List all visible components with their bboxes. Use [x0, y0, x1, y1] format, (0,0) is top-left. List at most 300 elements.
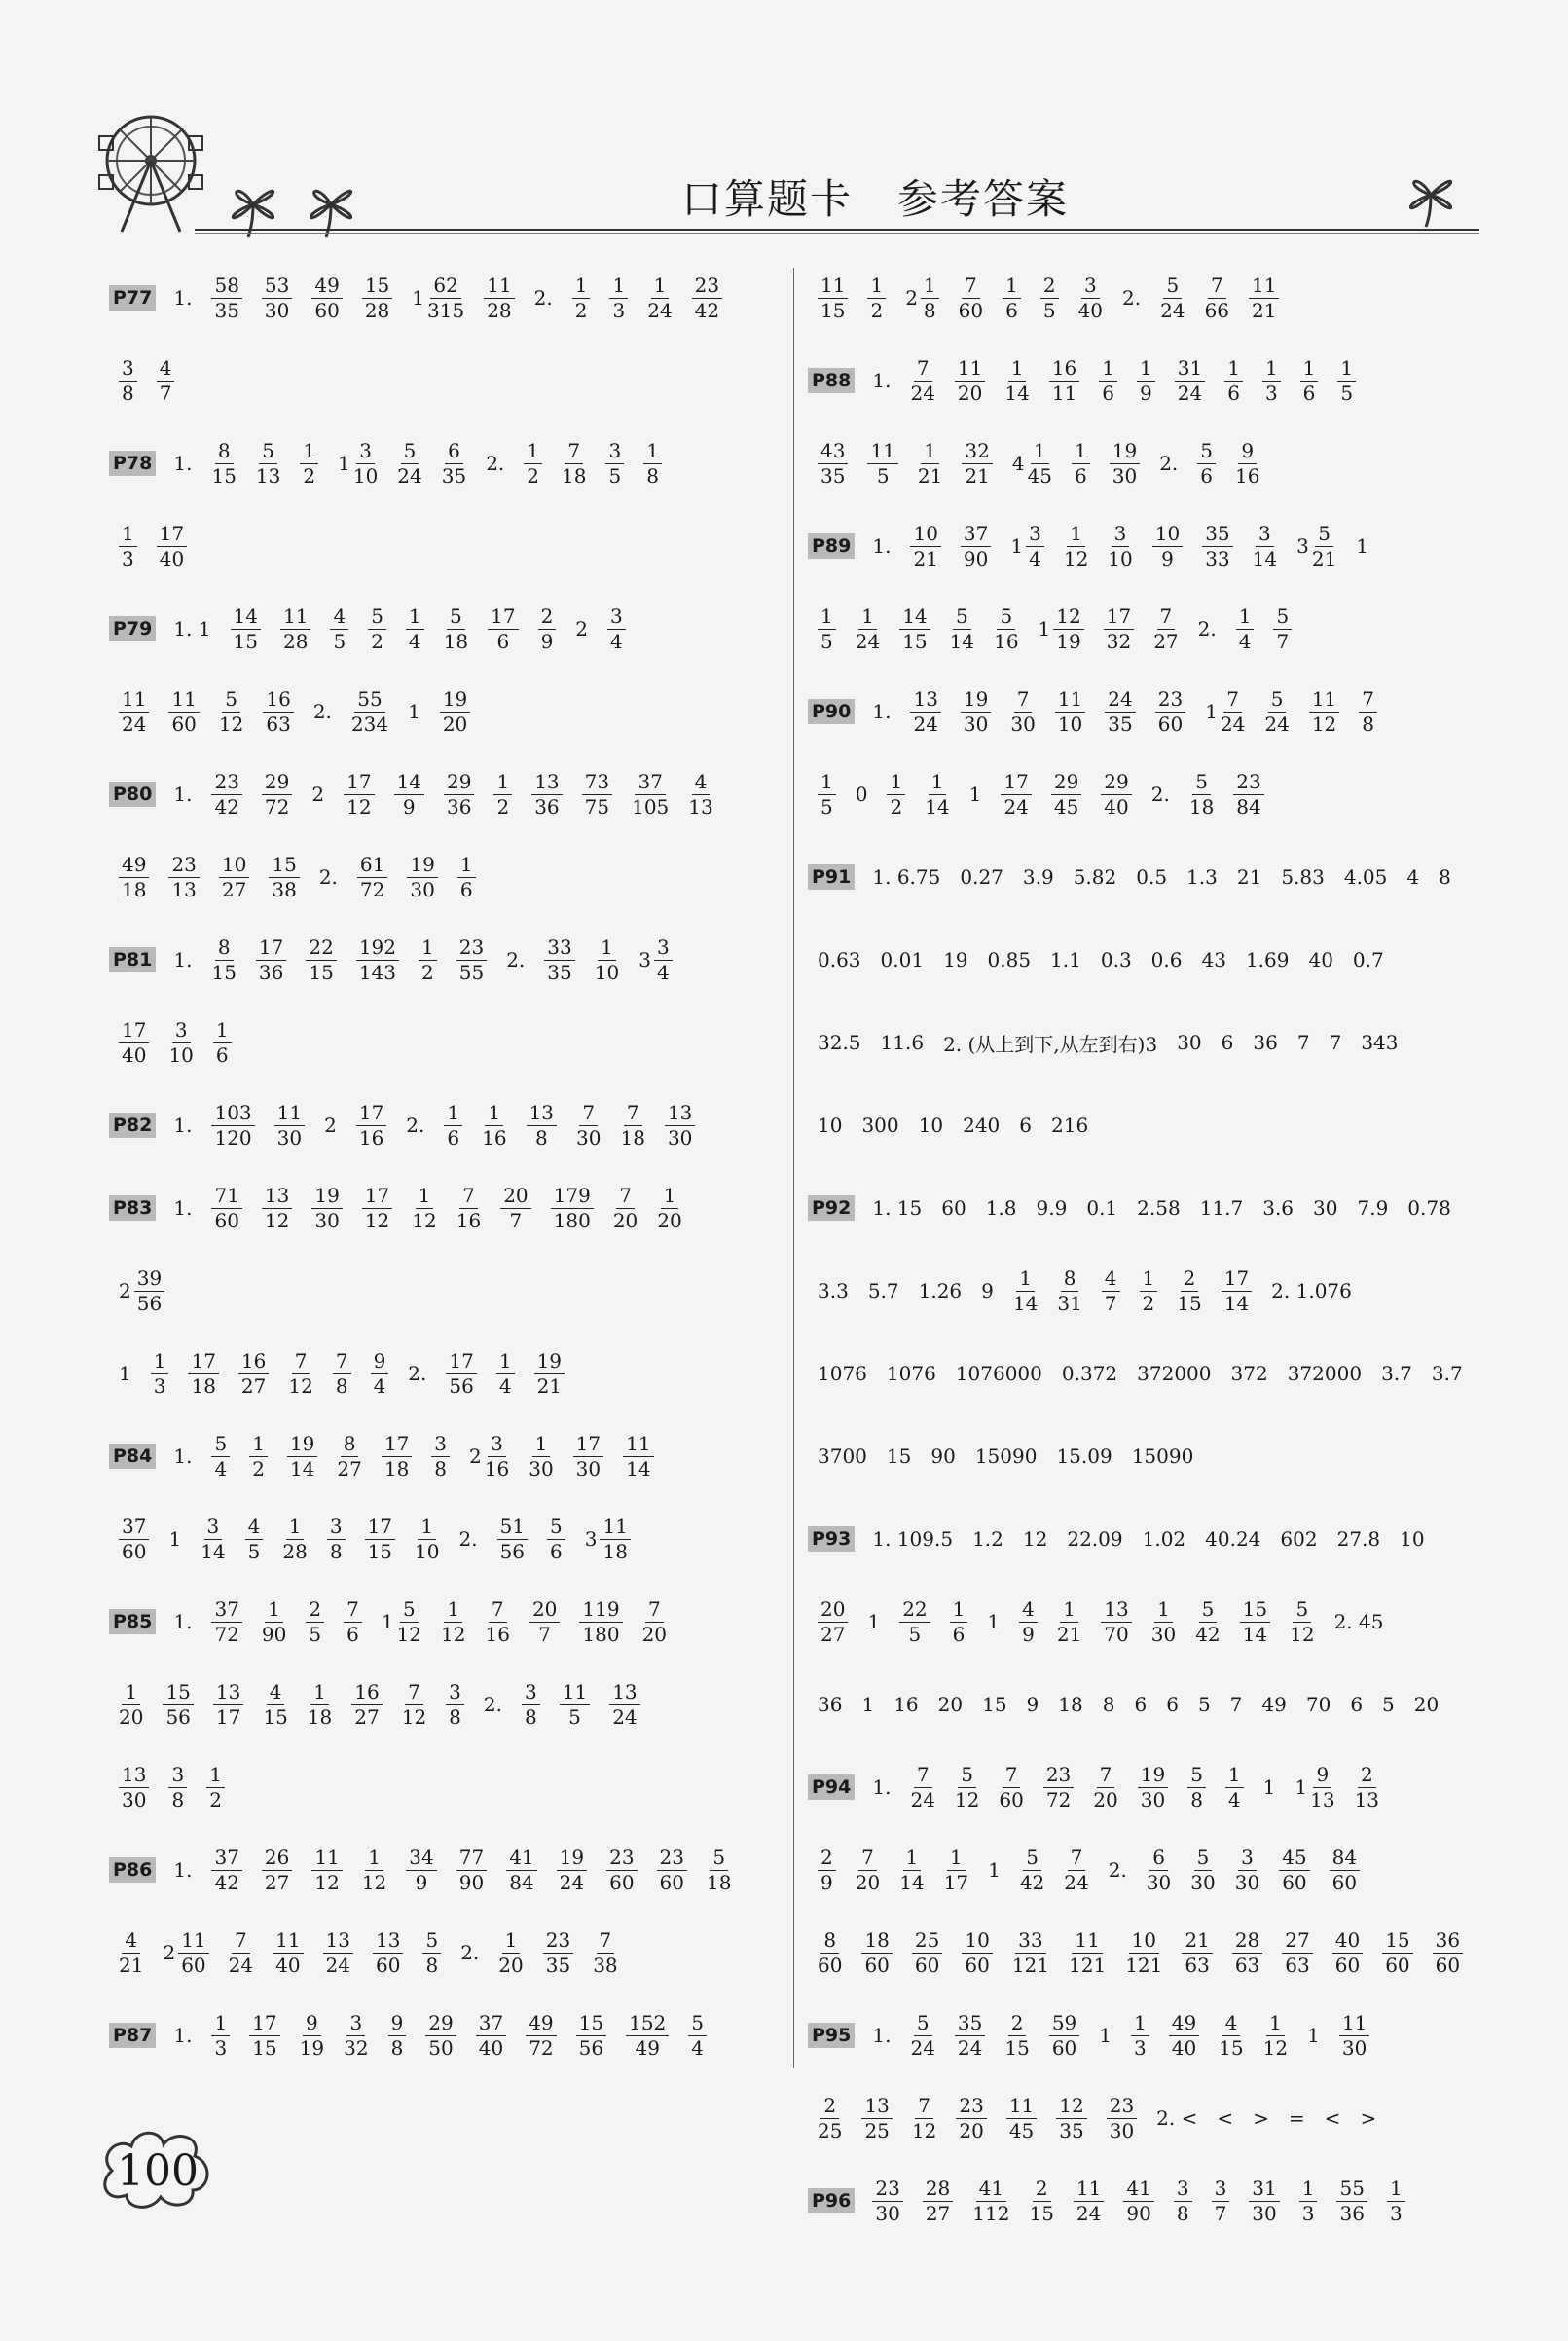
answer-value: 49 [1261, 1693, 1287, 1716]
answer-value: 4 [1406, 865, 1420, 889]
answer-value: 43 [1201, 948, 1226, 971]
answer-fraction: $\frac{5}{30}$ [1190, 1845, 1216, 1894]
answer-row [808, 1261, 1479, 1321]
answer-fraction: $\frac{1}{2}$ [206, 1765, 225, 1811]
answer-fraction: $\frac{3}{40}$ [1077, 273, 1104, 322]
title-text: 口算题卡 [681, 175, 854, 223]
answer-fraction: $\frac{11}{24}$ [1074, 2178, 1104, 2224]
answer-fraction: $\frac{4}{21}$ [119, 1927, 144, 1977]
answer-fraction: $\frac{7}{30}$ [1010, 686, 1036, 736]
answer-fraction: $\frac{1}{6}$ [1224, 358, 1243, 404]
answer-fraction: $\frac{7}{12}$ [288, 1348, 313, 1398]
answer-value: > [1253, 2106, 1269, 2130]
answer-fraction: $\frac{5}{24}$ [397, 438, 422, 488]
answer-fraction: $\frac{11}{5}$ [560, 1682, 590, 1728]
subtitle-text: 参考答案 [897, 175, 1070, 223]
answer-value: 2. 1.076 [1271, 1279, 1352, 1302]
answer-value: 1. 109.5 [872, 1527, 954, 1551]
answer-fraction: $\frac{3}{8}$ [327, 1517, 346, 1562]
answer-fraction: $\frac{5}{14}$ [949, 604, 975, 653]
answer-fraction: $\frac{4}{7}$ [1102, 1268, 1120, 1314]
answer-fraction: $\frac{3}{14}$ [1252, 521, 1278, 570]
page-label: P84 [109, 1444, 156, 1469]
answer-row [109, 516, 790, 576]
answer-fraction: $\frac{5}{12}$ [954, 1762, 980, 1811]
answer-fraction: $\frac{25}{60}$ [912, 1930, 942, 1976]
answer-fraction: $\frac{13}{70}$ [1101, 1599, 1131, 1645]
answer-fraction: $\frac{28}{27}$ [923, 2178, 953, 2224]
answer-fraction: $\frac{7}{20}$ [1093, 1762, 1118, 1811]
answer-fraction: $\frac{1}{3}$ [1262, 358, 1281, 404]
answer-value: 1. [872, 534, 892, 558]
answer-value: 5.83 [1281, 865, 1325, 889]
answer-value: 0.27 [960, 865, 1003, 889]
answer-fraction: $\frac{17}{36}$ [256, 937, 286, 983]
answer-fraction: $\frac{15}{60}$ [1382, 1930, 1412, 1976]
answer-fraction: $\frac{1}{24}$ [855, 604, 881, 653]
answer-fraction: $\frac{13}{24}$ [609, 1682, 639, 1728]
answer-fraction: $\frac{1}{16}$ [482, 1100, 507, 1150]
answer-fraction: $\frac{37}{42}$ [211, 1847, 241, 1893]
answer-fraction: $\frac{1}{14}$ [1012, 1265, 1039, 1315]
answer-value: 1.8 [985, 1196, 1017, 1220]
answer-fraction: $\frac{11}{60}$ [168, 689, 199, 735]
answer-fraction: $\frac{23}{84}$ [1233, 772, 1263, 818]
answer-fraction: $\frac{11}{121}$ [1069, 1927, 1107, 1977]
answer-row [808, 2171, 1479, 2231]
answer-fraction: $\frac{1}{4}$ [406, 606, 424, 652]
answer-value: 7 [1329, 1031, 1342, 1054]
answer-fraction: $\frac{7}{24}$ [1064, 1845, 1089, 1894]
answer-fraction: $\frac{7}{18}$ [620, 1100, 645, 1150]
answer-fraction: $\frac{7}{60}$ [999, 1762, 1024, 1811]
answer-fraction: $\frac{23}{42}$ [211, 772, 241, 818]
answer-value: 2 [575, 617, 589, 640]
answer-value: 9.9 [1036, 1196, 1068, 1220]
right-column [808, 268, 1479, 2253]
answer-fraction: $\frac{9}{8}$ [388, 2013, 407, 2059]
answer-fraction: $\frac{37}{60}$ [119, 1517, 149, 1562]
answer-row [808, 1509, 1479, 1569]
answer-fraction: $\frac{1}{20}$ [657, 1183, 682, 1232]
answer-row [808, 1178, 1479, 1238]
answer-row [109, 1591, 790, 1652]
answer-value: 6 [1221, 1031, 1234, 1054]
answer-mixed-number: 4 $\frac{1}{45}$ [1011, 438, 1052, 488]
answer-fraction: $\frac{10}{21}$ [910, 524, 940, 569]
answer-fraction: $\frac{5}{13}$ [255, 438, 281, 488]
answer-mixed-number: 2 $\frac{1}{8}$ [905, 275, 938, 321]
answer-fraction: $\frac{23}{60}$ [606, 1847, 637, 1893]
answer-value: 5 [1382, 1693, 1395, 1716]
answer-row [808, 2088, 1479, 2148]
answer-fraction: $\frac{23}{20}$ [956, 2096, 986, 2141]
answer-fraction: $\frac{14}{9}$ [394, 772, 424, 818]
answer-fraction: $\frac{13}{24}$ [910, 689, 940, 735]
answer-value: 2 [324, 1114, 337, 1137]
answer-mixed-number: 2 $\frac{3}{16}$ [469, 1431, 510, 1481]
answer-row [109, 1757, 790, 1817]
answer-value: 2. [460, 1941, 480, 1964]
answer-value: 3.7 [1431, 1362, 1463, 1385]
answer-row [109, 433, 790, 494]
answer-value: 0.3 [1100, 948, 1132, 971]
answer-fraction: $\frac{19}{30}$ [961, 689, 991, 735]
answer-row [808, 350, 1479, 411]
answer-value: 6 [1134, 1693, 1148, 1716]
answer-fraction: $\frac{7}{38}$ [593, 1927, 618, 1977]
answer-value: 3700 [818, 1445, 867, 1468]
answer-fraction: $\frac{21}{63}$ [1182, 1930, 1212, 1976]
answer-fraction: $\frac{7}{27}$ [1153, 604, 1179, 653]
answer-fraction: $\frac{41}{84}$ [506, 1847, 536, 1893]
answer-fraction: $\frac{1}{30}$ [1150, 1596, 1177, 1646]
answer-fraction: $\frac{37}{40}$ [476, 2013, 506, 2059]
answer-value: 1. [173, 286, 193, 310]
answer-fraction: $\frac{4}{9}$ [1019, 1599, 1038, 1645]
answer-fraction: $\frac{1}{2}$ [887, 772, 905, 818]
answer-value: 40 [1308, 948, 1333, 971]
answer-fraction: $\frac{1}{6}$ [213, 1020, 232, 1066]
answer-value: 1 [1356, 534, 1369, 558]
answer-fraction: $\frac{103}{120}$ [211, 1103, 254, 1149]
answer-row [109, 847, 790, 907]
answer-fraction: $\frac{1}{90}$ [261, 1596, 287, 1646]
answer-fraction: $\frac{5}{6}$ [547, 1517, 565, 1562]
answer-fraction: $\frac{1}{3}$ [151, 1351, 169, 1397]
answer-row [109, 1509, 790, 1569]
answer-mixed-number: 1 $\frac{5}{12}$ [381, 1596, 422, 1646]
answer-fraction: $\frac{14}{15}$ [231, 606, 261, 652]
answer-fraction: $\frac{2}{15}$ [1029, 2176, 1054, 2225]
answer-fraction: $\frac{28}{63}$ [1232, 1930, 1262, 1976]
answer-fraction: $\frac{5}{24}$ [1264, 686, 1290, 736]
answer-fraction: $\frac{19}{30}$ [1110, 441, 1140, 487]
answer-fraction: $\frac{1}{10}$ [415, 1514, 440, 1563]
answer-row [109, 681, 790, 742]
answer-fraction: $\frac{1}{21}$ [1056, 1596, 1082, 1646]
answer-value: 2. [312, 700, 332, 723]
answer-value: 0.63 [818, 948, 861, 971]
answer-fraction: $\frac{3}{30}$ [1234, 1845, 1260, 1894]
answer-fraction: $\frac{20}{27}$ [818, 1599, 848, 1645]
answer-fraction: $\frac{1}{6}$ [1072, 441, 1090, 487]
answer-fraction: $\frac{7}{20}$ [855, 1845, 881, 1894]
page-header [97, 107, 1479, 243]
answer-fraction: $\frac{1}{20}$ [498, 1927, 524, 1977]
answer-fraction: $\frac{35}{33}$ [1202, 524, 1232, 569]
answer-fraction: $\frac{1}{28}$ [282, 1514, 308, 1563]
answer-fraction: $\frac{3}{32}$ [344, 2010, 369, 2060]
answer-mixed-number: 3 $\frac{3}{4}$ [638, 937, 672, 983]
answer-fraction: $\frac{22}{15}$ [306, 937, 336, 983]
answer-row [109, 1012, 790, 1073]
answer-mixed-number: 1 $\frac{9}{13}$ [1295, 1762, 1335, 1811]
answer-fraction: $\frac{8}{60}$ [818, 1927, 843, 1977]
answer-value: 3.9 [1022, 865, 1054, 889]
answer-fraction: $\frac{16}{63}$ [263, 689, 293, 735]
answer-value: 1 [987, 1610, 1001, 1633]
answer-fraction: $\frac{23}{30}$ [872, 2178, 902, 2224]
answer-fraction: $\frac{5}{16}$ [994, 604, 1019, 653]
answer-fraction: $\frac{1}{2}$ [867, 275, 886, 321]
answer-fraction: $\frac{7}{6}$ [344, 1599, 362, 1645]
answer-value: 1.1 [1050, 948, 1081, 971]
answer-fraction: $\frac{1}{30}$ [529, 1431, 554, 1481]
answer-fraction: $\frac{22}{5}$ [899, 1599, 930, 1645]
ferris-wheel-icon [97, 107, 214, 234]
answer-value: 2. [1122, 286, 1142, 310]
answer-fraction: $\frac{7}{8}$ [1359, 689, 1377, 735]
answer-fraction: $\frac{7}{12}$ [401, 1679, 427, 1729]
answer-value: 1. [173, 1196, 193, 1220]
answer-fraction: $\frac{29}{50}$ [425, 2013, 456, 2059]
answer-fraction: $\frac{20}{7}$ [500, 1186, 530, 1231]
answer-fraction: $\frac{1}{14}$ [1004, 355, 1030, 405]
answer-fraction: $\frac{13}{12}$ [262, 1186, 292, 1231]
answer-row [808, 764, 1479, 824]
answer-value: 0.1 [1086, 1196, 1118, 1220]
answer-fraction: $\frac{17}{12}$ [362, 1186, 392, 1231]
answer-value: 27.8 [1336, 1527, 1381, 1551]
answer-fraction: $\frac{3}{8}$ [168, 1765, 187, 1811]
answer-fraction: $\frac{17}{40}$ [157, 524, 187, 569]
answer-fraction: $\frac{5}{7}$ [1273, 606, 1292, 652]
answer-value: 0 [855, 783, 868, 806]
answer-fraction: $\frac{1}{2}$ [249, 1434, 268, 1480]
answer-value: < [1324, 2106, 1341, 2130]
answer-fraction: $\frac{9}{16}$ [1235, 438, 1260, 488]
answer-value: 2. [1150, 783, 1170, 806]
answer-fraction: $\frac{61}{72}$ [357, 855, 387, 900]
answer-row [808, 599, 1479, 659]
answer-value: 1 [1307, 2024, 1320, 2047]
column-divider [793, 268, 794, 2068]
answer-fraction: $\frac{40}{60}$ [1332, 1930, 1363, 1976]
answer-row [808, 2005, 1479, 2066]
answer-fraction: $\frac{13}{24}$ [323, 1930, 353, 1976]
page-label: P85 [109, 1609, 156, 1634]
page-label: P86 [109, 1857, 156, 1883]
answer-fraction: $\frac{8}{15}$ [211, 934, 237, 984]
answer-fraction: $\frac{4}{5}$ [245, 1517, 264, 1562]
answer-fraction: $\frac{19}{20}$ [440, 689, 470, 735]
answer-fraction: $\frac{1}{5}$ [818, 606, 836, 652]
answer-fraction: $\frac{19}{21}$ [534, 1351, 565, 1397]
answer-fraction: $\frac{37}{105}$ [632, 769, 670, 819]
answer-value: 0.78 [1407, 1196, 1451, 1220]
answer-fraction: $\frac{8}{15}$ [211, 438, 237, 488]
answer-value: 36 [1253, 1031, 1278, 1054]
answer-fraction: $\frac{7}{24}$ [228, 1927, 254, 1977]
answer-fraction: $\frac{11}{12}$ [1309, 689, 1339, 735]
answer-fraction: $\frac{10}{9}$ [1152, 524, 1183, 569]
answer-value: 1. [173, 783, 193, 806]
page-label: P96 [808, 2188, 855, 2213]
answer-fraction: $\frac{11}{20}$ [955, 358, 985, 404]
answer-fraction: $\frac{1}{5}$ [1337, 358, 1356, 404]
answer-value: 30 [1313, 1196, 1338, 1220]
answer-value: 10 [918, 1114, 944, 1137]
answer-fraction: $\frac{17}{15}$ [365, 1517, 395, 1562]
answer-row [109, 1674, 790, 1735]
answer-value: 16 [893, 1693, 919, 1716]
answer-fraction: $\frac{10}{27}$ [219, 855, 249, 900]
answer-fraction: $\frac{19}{30}$ [407, 855, 437, 900]
answer-row [109, 1922, 790, 1983]
answer-fraction: $\frac{23}{55}$ [456, 937, 487, 983]
answer-value: 602 [1280, 1527, 1318, 1551]
answer-fraction: $\frac{16}{27}$ [238, 1351, 269, 1397]
answer-value: 7 [1229, 1693, 1243, 1716]
answer-value: 2.58 [1137, 1196, 1181, 1220]
answer-fraction: $\frac{11}{21}$ [1249, 275, 1279, 321]
answer-fraction: $\frac{4}{13}$ [688, 769, 713, 819]
answer-fraction: $\frac{5}{6}$ [1197, 441, 1216, 487]
answer-fraction: $\frac{18}{60}$ [861, 1930, 892, 1976]
answer-value: 15 [886, 1445, 912, 1468]
answer-fraction: $\frac{3}{14}$ [201, 1514, 226, 1563]
answer-mixed-number: 1 $\frac{62}{315}$ [412, 273, 465, 322]
answer-fraction: $\frac{5}{8}$ [422, 1930, 441, 1976]
answer-value: 15 [982, 1693, 1007, 1716]
answer-fraction: $\frac{24}{35}$ [1105, 689, 1135, 735]
answer-fraction: $\frac{5}{42}$ [1195, 1596, 1221, 1646]
answer-fraction: $\frac{3}{8}$ [1174, 2178, 1192, 2224]
header-rule [195, 229, 1479, 234]
answer-fraction: $\frac{7}{20}$ [641, 1596, 668, 1646]
answer-value: 0.372 [1061, 1362, 1118, 1385]
answer-value: 1. [872, 1775, 892, 1799]
answer-fraction: $\frac{31}{30}$ [1249, 2178, 1279, 2224]
answer-fraction: $\frac{1}{10}$ [594, 934, 620, 984]
answer-value: 1 [408, 700, 420, 723]
answer-fraction: $\frac{1}{4}$ [496, 1351, 515, 1397]
answer-row [808, 1095, 1479, 1155]
page-label: P88 [808, 368, 855, 393]
answer-fraction: $\frac{5}{18}$ [707, 1845, 732, 1894]
page-label: P82 [109, 1113, 156, 1138]
answer-fraction: $\frac{17}{18}$ [382, 1434, 412, 1480]
answer-value: 20 [1413, 1693, 1440, 1716]
answer-value: 70 [1305, 1693, 1331, 1716]
answer-fraction: $\frac{26}{27}$ [262, 1847, 292, 1893]
answer-row [808, 1426, 1479, 1486]
answer-fraction: $\frac{1}{14}$ [925, 769, 950, 819]
answer-value: 300 [861, 1114, 899, 1137]
answer-fraction: $\frac{4}{15}$ [1219, 2010, 1244, 2060]
answer-value: 19 [943, 948, 968, 971]
answer-fraction: $\frac{1}{12}$ [1262, 2010, 1289, 2060]
answer-fraction: $\frac{2}{9}$ [538, 606, 557, 652]
answer-value: 216 [1051, 1114, 1089, 1137]
answer-fraction: $\frac{37}{72}$ [211, 1599, 241, 1645]
answer-fraction: $\frac{9}{19}$ [299, 2010, 325, 2060]
answer-value: 1. 15 [872, 1196, 923, 1220]
answer-value: > [1360, 2106, 1377, 2130]
answer-fraction: $\frac{13}{30}$ [119, 1765, 149, 1811]
answer-fraction: $\frac{49}{72}$ [526, 2013, 556, 2059]
answer-fraction: $\frac{55}{234}$ [350, 686, 389, 736]
answer-fraction: $\frac{58}{35}$ [211, 275, 241, 321]
answer-value: 343 [1361, 1031, 1399, 1054]
answer-fraction: $\frac{1}{24}$ [647, 273, 673, 322]
answer-fraction: $\frac{5}{18}$ [443, 604, 469, 653]
answer-value: 1.3 [1186, 865, 1218, 889]
answer-value: 2. [483, 1693, 502, 1716]
answer-fraction: $\frac{11}{28}$ [280, 606, 310, 652]
answer-fraction: $\frac{1}{12}$ [441, 1596, 466, 1646]
answer-value: 2. [533, 286, 553, 310]
page-label: P89 [808, 533, 855, 559]
answer-fraction: $\frac{17}{12}$ [344, 772, 374, 818]
answer-fraction: $\frac{2}{5}$ [306, 1599, 324, 1645]
page-label: P95 [808, 2023, 855, 2048]
answer-fraction: $\frac{17}{6}$ [488, 606, 518, 652]
answer-fraction: $\frac{17}{18}$ [188, 1351, 218, 1397]
answer-value: 2. [506, 948, 526, 971]
answer-value: 372 [1230, 1362, 1268, 1385]
answer-mixed-number: 2 $\frac{11}{60}$ [163, 1930, 208, 1976]
answer-fraction: $\frac{5}{8}$ [1187, 1765, 1206, 1811]
answer-fraction: $\frac{1}{17}$ [943, 1845, 969, 1894]
answer-fraction: $\frac{11}{14}$ [623, 1434, 653, 1480]
answer-fraction: $\frac{5}{12}$ [218, 686, 244, 736]
answer-fraction: $\frac{31}{24}$ [1175, 358, 1205, 404]
answer-fraction: $\frac{5}{12}$ [1290, 1596, 1315, 1646]
answer-value: 0.7 [1352, 948, 1384, 971]
answer-value: = [1288, 2106, 1305, 2130]
answer-fraction: $\frac{10}{121}$ [1125, 1927, 1163, 1977]
answer-fraction: $\frac{14}{15}$ [899, 606, 930, 652]
answer-row [109, 2005, 790, 2066]
answer-fraction: $\frac{1}{6}$ [1003, 275, 1021, 321]
answer-fraction: $\frac{33}{121}$ [1011, 1927, 1049, 1977]
answer-value: 1 [968, 783, 982, 806]
answer-value: 1. [872, 700, 892, 723]
answer-fraction: $\frac{84}{60}$ [1330, 1847, 1360, 1893]
answer-fraction: $\frac{11}{30}$ [274, 1103, 305, 1149]
answer-fraction: $\frac{2}{9}$ [818, 1847, 836, 1893]
answer-row [109, 350, 790, 411]
answer-fraction: $\frac{192}{143}$ [356, 937, 399, 983]
answer-fraction: $\frac{1}{3}$ [211, 2013, 230, 2059]
answer-fraction: $\frac{5}{24}$ [1160, 273, 1185, 322]
answer-fraction: $\frac{5}{2}$ [368, 606, 386, 652]
answer-row [808, 516, 1479, 576]
answer-fraction: $\frac{15}{38}$ [269, 855, 299, 900]
answer-fraction: $\frac{13}{17}$ [213, 1682, 243, 1728]
answer-fraction: $\frac{16}{11}$ [1049, 358, 1079, 404]
page-label: P87 [109, 2023, 156, 2048]
page-label: P78 [109, 451, 156, 476]
answer-fraction: $\frac{7}{30}$ [576, 1100, 602, 1150]
answer-fraction: $\frac{19}{30}$ [311, 1186, 342, 1231]
answer-value: 1076 [818, 1362, 867, 1385]
answer-value: 15090 [1131, 1445, 1194, 1468]
answer-fraction: $\frac{11}{12}$ [311, 1847, 342, 1893]
page-label: P83 [109, 1195, 156, 1221]
answer-row [109, 268, 790, 328]
answer-fraction: $\frac{11}{10}$ [1055, 689, 1085, 735]
answer-value: 1 [867, 1610, 881, 1633]
answer-mixed-number: 1 $\frac{3}{4}$ [1010, 524, 1043, 569]
answer-fraction: $\frac{3}{8}$ [522, 1682, 540, 1728]
answer-value: 60 [941, 1196, 966, 1220]
answer-fraction: $\frac{7}{8}$ [333, 1351, 351, 1397]
clover-icon [1397, 161, 1465, 229]
answer-fraction: $\frac{1}{3}$ [609, 275, 628, 321]
